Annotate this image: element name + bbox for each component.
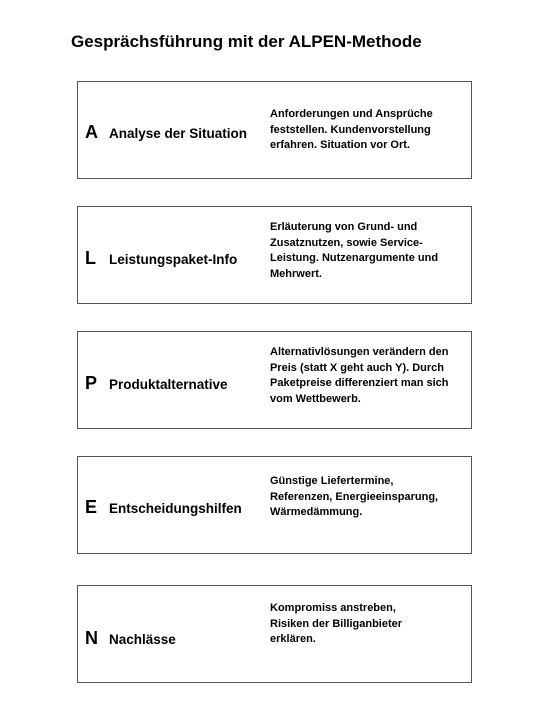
step-label: Leistungspaket-Info xyxy=(109,252,238,267)
step-heading xyxy=(85,497,242,518)
description-line: erfahren. Situation vor Ort. xyxy=(270,139,410,151)
description-line: Leistung. Nutzenargumente und xyxy=(270,252,439,264)
description-line: Preis (statt X geht auch Y). Durch xyxy=(270,361,445,374)
step-label: Entscheidungshilfen xyxy=(109,501,242,516)
step-letter: L xyxy=(85,248,96,268)
description-line: Erläuterung von Grund- und xyxy=(270,221,418,233)
step-box-analyse xyxy=(77,81,472,179)
description-line: Mehrwert. xyxy=(270,267,322,280)
step-box-nachlaesse xyxy=(77,585,472,683)
description-line: Referenzen, Energieeinsparung, xyxy=(270,490,439,503)
step-letter: E xyxy=(85,497,98,517)
step-heading xyxy=(85,373,228,394)
step-letter: P xyxy=(85,373,98,393)
step-box-produktalternative xyxy=(77,331,472,429)
step-heading xyxy=(85,248,237,269)
description-line: Risiken der Billiganbieter xyxy=(270,617,403,630)
step-box-entscheidungshilfen xyxy=(77,456,472,554)
description-line: Günstige Liefertermine, xyxy=(270,475,394,487)
step-label: Nachlässe xyxy=(109,632,176,647)
description-line: Paketpreise differenziert man sich xyxy=(270,377,449,389)
step-description xyxy=(270,107,470,154)
step-description xyxy=(270,220,470,282)
description-line: Zusatznutzen, sowie Service- xyxy=(270,236,423,249)
description-line: Kompromiss anstreben, xyxy=(270,602,396,614)
step-label: Produktalternative xyxy=(109,377,228,392)
description-line: feststellen. Kundenvorstellung xyxy=(270,123,431,136)
step-description xyxy=(270,474,470,521)
description-line: erklären. xyxy=(270,633,316,645)
page-title: Gesprächsführung mit der ALPEN-Methode xyxy=(71,32,422,51)
step-box-leistungspaket xyxy=(77,206,472,304)
description-line: vom Wettbewerb. xyxy=(270,392,361,405)
step-description xyxy=(270,601,470,648)
description-line: Anforderungen und Ansprüche xyxy=(270,108,433,120)
step-letter: N xyxy=(85,628,98,648)
step-heading xyxy=(85,628,176,649)
step-letter: A xyxy=(85,122,98,142)
step-heading xyxy=(85,122,247,143)
step-label: Analyse der Situation xyxy=(109,126,248,141)
step-description xyxy=(270,345,470,407)
description-line: Wärmedämmung. xyxy=(270,506,363,518)
description-line: Alternativlösungen verändern den xyxy=(270,346,449,358)
